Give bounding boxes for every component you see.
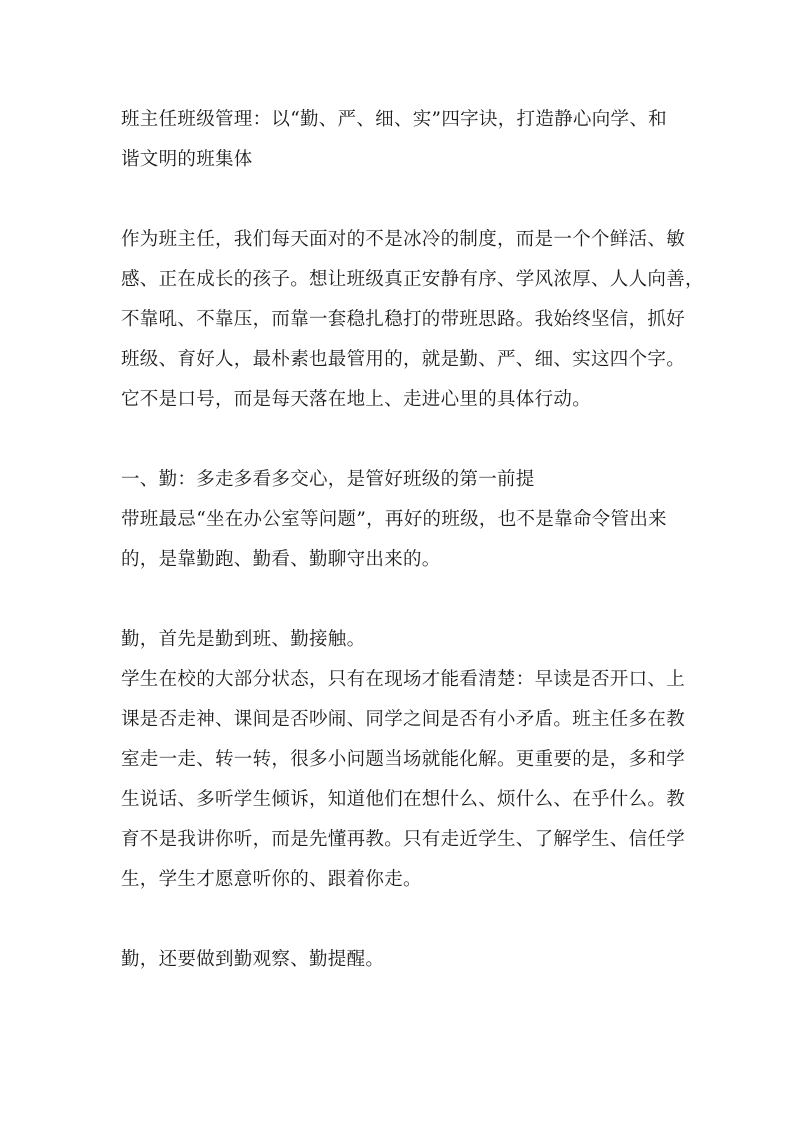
intro-line: 班级、育好人，最朴素也最管用的，就是勤、严、细、实这四个字。 [121, 349, 686, 370]
section-heading: 一、勤：多走多看多交心，是管好班级的第一前提 [121, 469, 535, 490]
intro-paragraph [121, 220, 704, 420]
spacer [121, 180, 681, 220]
point-line: 生说话、多听学生倾诉，知道他们在想什么、烦什么、在乎什么。教 [121, 789, 686, 810]
document-page [121, 100, 704, 980]
point-line: 课是否走神、课间是否吵闹、同学之间是否有小矛盾。班主任多在教 [121, 709, 686, 730]
point-line: 室走一走、转一转，很多小问题当场就能化解。更重要的是，多和学 [121, 749, 686, 770]
point-line: 育不是我讲你听，而是先懂再教。只有走近学生、了解学生、信任学 [121, 829, 686, 850]
point-line: 生，学生才愿意听你的、跟着你走。 [121, 869, 422, 890]
lead-line: 带班最忌“坐在办公室等问题”，再好的班级，也不是靠命令管出来 [121, 509, 667, 530]
intro-line: 作为班主任，我们每天面对的不是冰冷的制度，而是一个个鲜活、敏 [121, 229, 686, 250]
point-heading: 勤，首先是勤到班、勤接触。 [121, 629, 366, 650]
document-title-line-2: 谐文明的班集体 [121, 149, 253, 170]
intro-line: 感、正在成长的孩子。想让班级真正安静有序、学风浓厚、人人向善， [121, 269, 704, 290]
spacer [121, 420, 681, 460]
spacer [121, 900, 681, 940]
section-lead-paragraph [121, 500, 681, 580]
intro-line: 不靠吼、不靠压，而靠一套稳扎稳打的带班思路。我始终坚信，抓好 [121, 309, 686, 330]
point-line: 学生在校的大部分状态，只有在现场才能看清楚：早读是否开口、上 [121, 669, 686, 690]
intro-line: 它不是口号，而是每天落在地上、走进心里的具体行动。 [121, 389, 592, 410]
lead-line: 的，是靠勤跑、勤看、勤聊守出来的。 [121, 549, 441, 570]
spacer [121, 580, 681, 620]
document-title-line-1: 班主任班级管理：以“勤、严、细、实”四字诀，打造静心向学、和 [121, 109, 667, 130]
point-heading: 勤，还要做到勤观察、勤提醒。 [121, 949, 385, 970]
point-paragraph [121, 660, 686, 900]
